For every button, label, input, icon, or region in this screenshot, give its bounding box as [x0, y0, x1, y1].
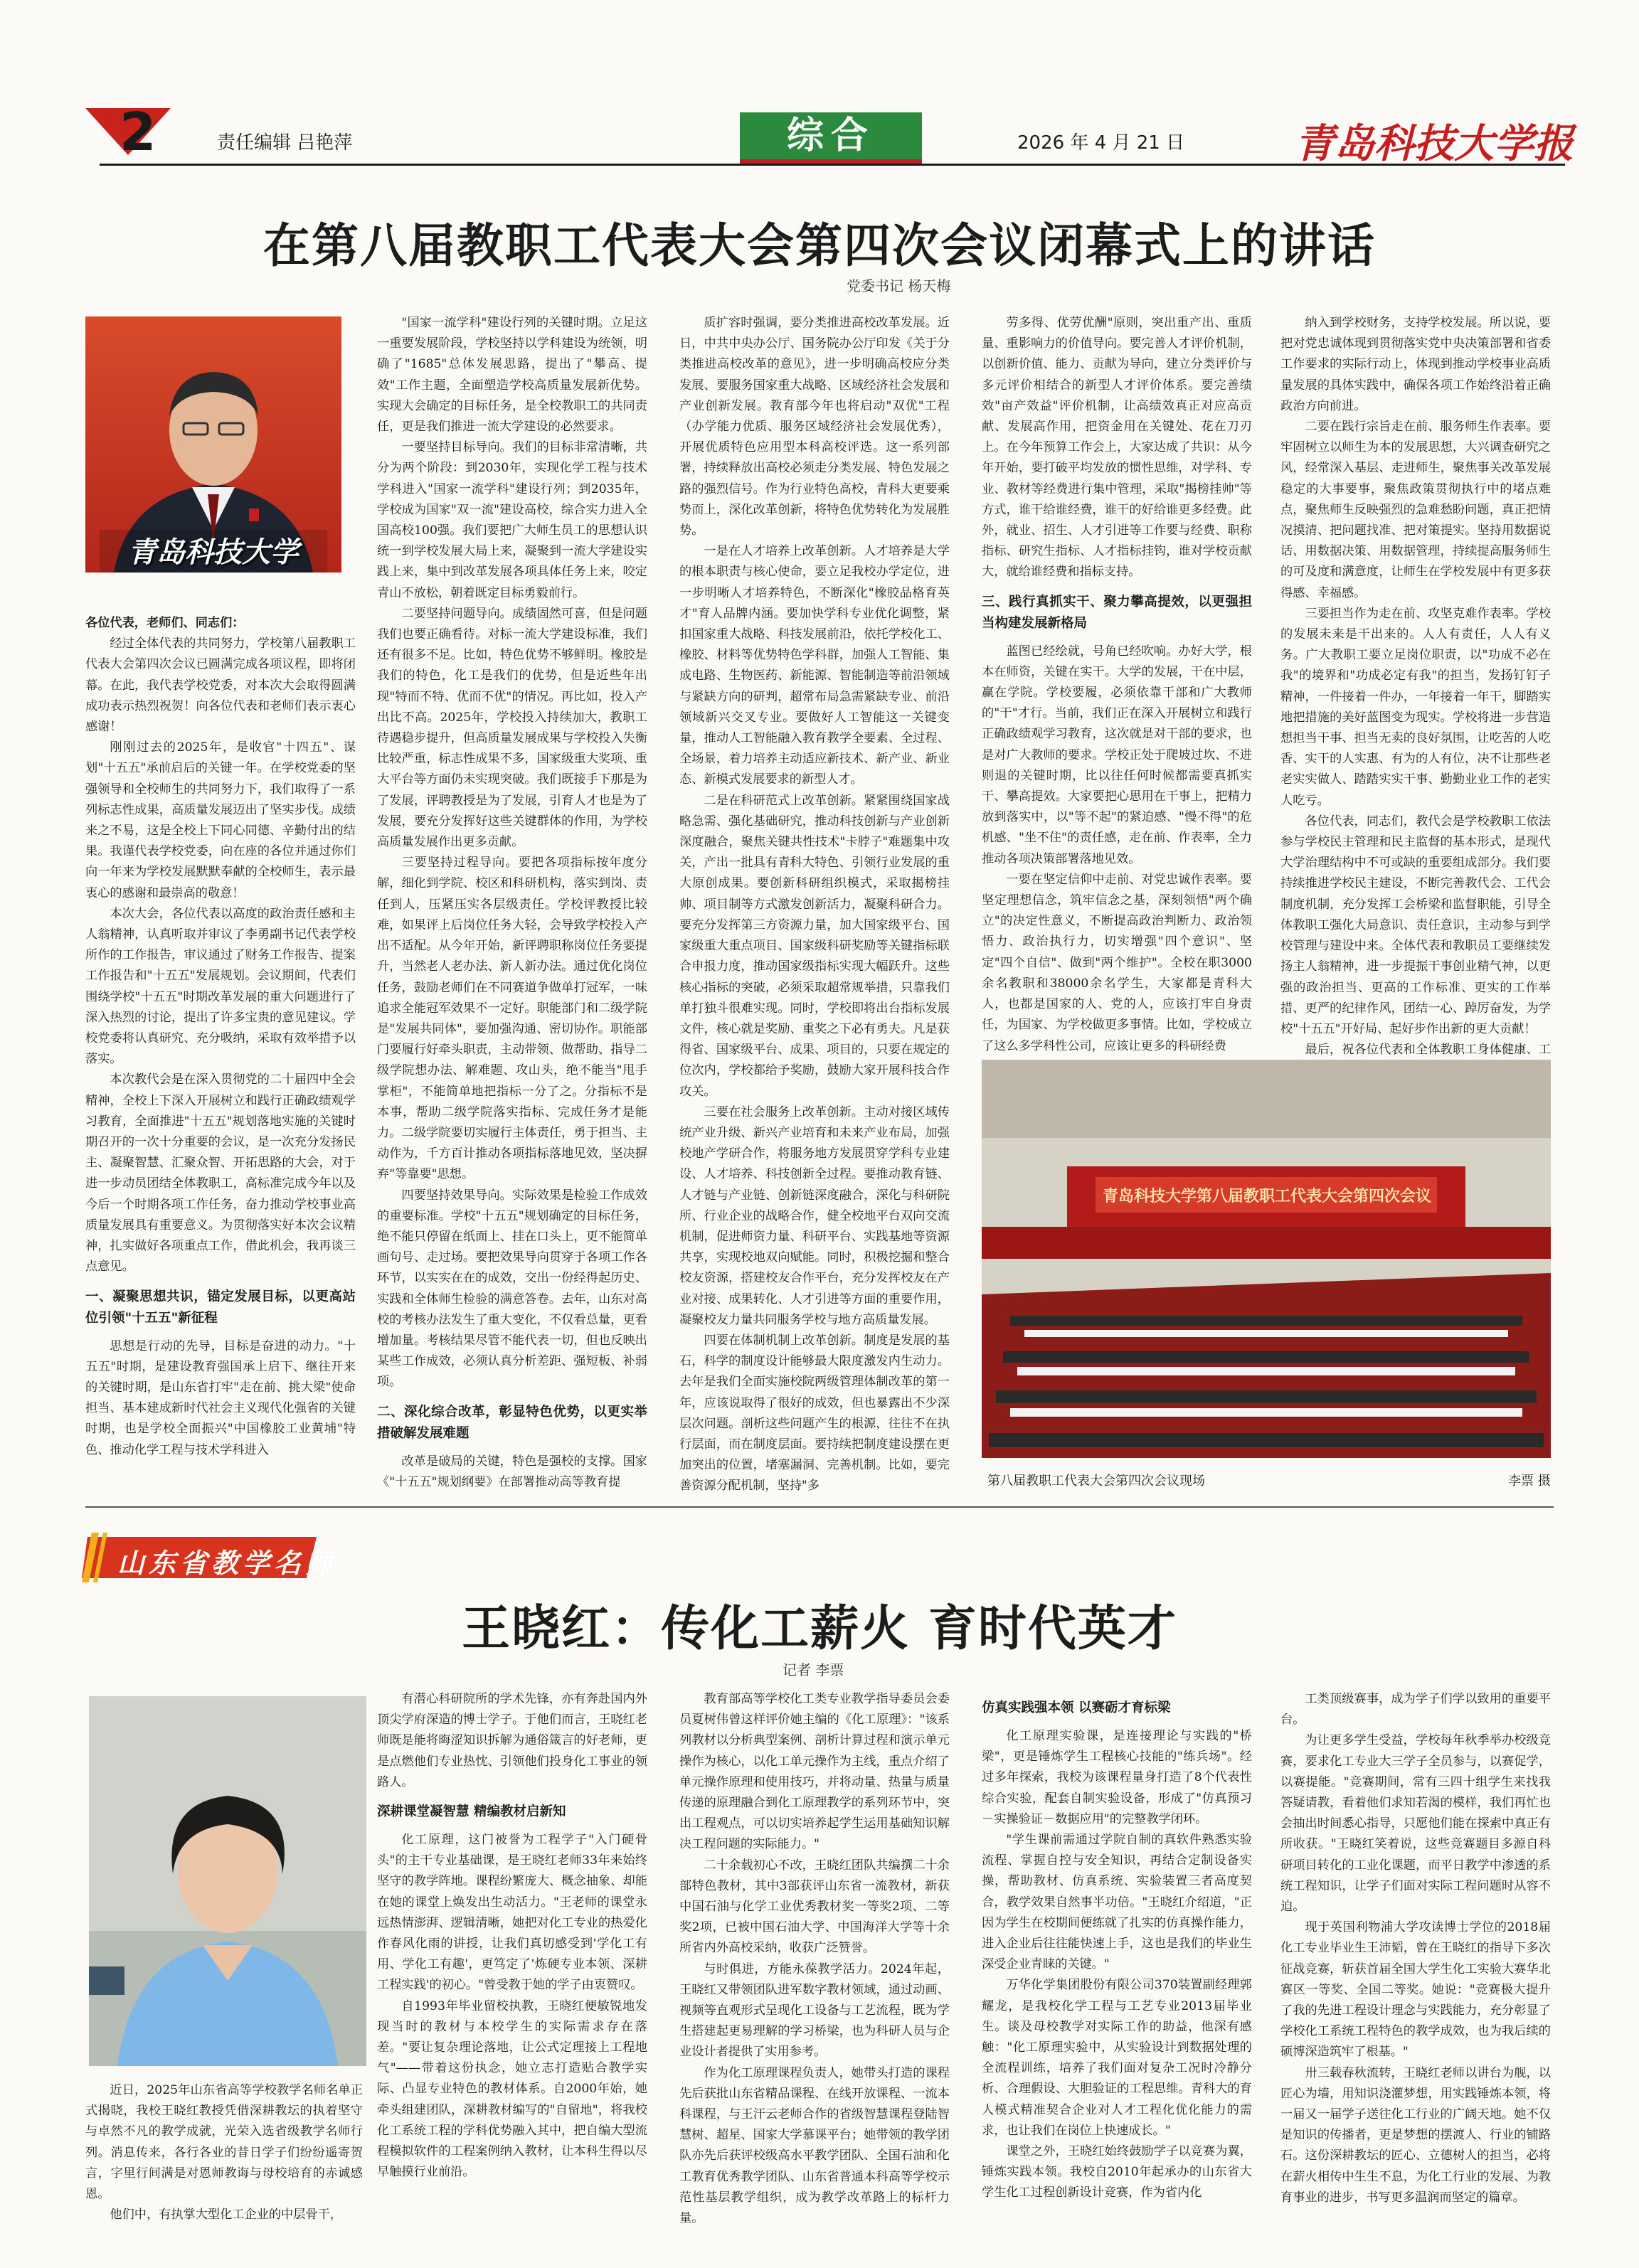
teacher-portrait	[89, 1696, 366, 2066]
section-heading: 二、深化综合改革，彰显特色优势，以更实举措破解发展难题	[377, 1404, 647, 1441]
body-paragraph: 各位代表，同志们，教代会是学校教职工依法参与学校民主管理和民主监督的基本形式，是现代大学治理结构中不可或缺的重要组成部分。我们要持续推进学校民主建设，不断完善教代会、工代会制度机制，充分发挥工会桥梁和监督职能，引导全体教职工强化大局意识、责任意识，主动参与到学校管理与建设中来。全体代表和教职员工要继续发扬主人翁精神，进一步提振干事创业精气神，以更强的政治担当、更高的工作标准、更实的工作举措、更严的纪律作风，团结一心、踔厉奋发，为学校"十五五"开好局、起好步作出新的更大贡献！	[1280, 814, 1551, 1036]
body-paragraph: 四要坚持效果导向。实际效果是检验工作成效的重要标准。学校"十五五"规划确定的目标任务，绝不能只停留在纸面上、挂在口头上，更不能简单画句号、走过场。要把效果导向贯穿于各项工作各环节，以实实在在的成效，交出一份经得起历史、实践和全体师生检验的满意答卷。去年，山东对高校的考核办法发生了重大变化，不仅看总量，更看增加量。考核结果尽管不能代表一切，但也反映出某些工作成效，必须认真分析差距、强短板、补弱项。	[377, 1188, 647, 1390]
body-paragraph: 纳入到学校财务，支持学校发展。所以说，要把对党忠诚体现到贯彻落实党中央决策部署和省委工作要求的实际行动上，体现到推动学校事业高质量发展的具体实践中，确保各项工作始终沿着正确政治方向前进。	[1280, 316, 1551, 413]
article1-column-5	[1280, 313, 1551, 1058]
body-paragraph: 刚刚过去的2025年，是收官"十四五"、谋划"十五五"承前启后的关键一年。在学校党委的坚强领导和全校师生的共同努力下，我们取得了一系列标志性成果，高质量发展迈出了坚实步伐。成绩来之不易，这是全校上下同心同德、辛勤付出的结果。我谨代表学校党委，向在座的各位并通过你们向一年来为学校发展默默奉献的全校师生，表示最衷心的感谢和最崇高的敬意！	[85, 740, 356, 900]
author-portrait	[85, 316, 341, 573]
body-paragraph: 本次大会，各位代表以高度的政治责任感和主人翁精神，认真听取并审议了李勇副书记代表学校所作的工作报告，审议通过了财务工作报告、提案工作报告和"十五五"发展规划。会议期间，代表们围绕学校"十五五"时期改革发展的重大问题进行了深入热烈的讨论，提出了许多宝贵的意见建议。学校党委将认真研究、充分吸纳，采取有效举措予以落实。	[85, 906, 356, 1067]
article-title: 王晓红：传化工薪火 育时代英才	[462, 1601, 1177, 1657]
photo-caption: 第八届教职工代表大会第四次会议现场	[987, 1474, 1205, 1489]
article2-column-1	[85, 2080, 363, 2258]
body-paragraph: 课堂之外，王晓红始终鼓励学子以竞赛为翼，锤炼实践本领。我校自2010年起承办的山东省大学生化工过程创新设计竞赛，作为省内化	[982, 2144, 1252, 2200]
section-heading: 三、践行真抓实干、聚力攀高提效，以更强担当构建发展新格局	[982, 594, 1252, 631]
body-paragraph: 他们中，有执掌大型化工企业的中层骨干，	[110, 2208, 342, 2222]
article1-column-2	[377, 313, 647, 1502]
body-paragraph: 质扩容时强调，要分类推进高校改革发展。近日，中共中央办公厅、国务院办公厅印发《关于分类推进高校改革的意见》，进一步明确高校应分类发展、要服务国家重大战略、区域经济社会发展和产业创新发展。教育部今年也将启动"双优"工程（办学能力优质、服务区域经济社会发展优秀），开展优质特色应用型本科高校评选。这一系列部署，持续释放出高校必须走分类发展、特色发展之路的强烈信号。作为行业特色高校，青科大更要乘势而上，深化改革创新，将特色优势转化为发展胜势。	[679, 316, 950, 538]
body-paragraph: 二要坚持问题导向。成绩固然可喜，但是问题我们也要正确看待。对标一流大学建设标准，我们还有很多不足。比如，特色优势不够鲜明。橡胶是我们的特色，化工是我们的优势，但是近些年出现"特而不特、优而不优"的情况。再比如，投入产出比不高。2025年，学校投入持续加大，教职工待遇稳步提升，但高质量发展成果与学校投入失衡比较严重，标志性成果不多，国家级重大奖项、重大平台等方面仍未实现突破。我们既接手下那是为了发展，评聘教授是为了发展，引育人才也是为了发展，要充分发挥好这些关键群体的作用，为学校高质量发展作出更多贡献。	[377, 606, 647, 850]
body-paragraph: 现于英国利物浦大学攻读博士学位的2018届化工专业毕业生王沛韬，曾在王晓红的指导下多次征战竞赛，斩获首届全国大学生化工实验大赛华北赛区一等奖、全国二等奖。她说："竞赛极大提升了我的先进工程设计理念与实践能力，充分彰显了学校化工系统工程特色的教学成效，也为我后续的硕博深造筑牢了根基。"	[1280, 1920, 1551, 2060]
section-label: 综合	[740, 112, 922, 164]
body-paragraph: "国家一流学科"建设行列的关键时期。立足这一重要发展阶段，学校坚持以学科建设为统领，明确了"1685"总体发展思路，提出了"攀高、提效"工作主题，全面塑造学校高质量发展新优势。实现大会确定的目标任务，是全校教职工的共同责任，更是我们推进一流大学建设的必然要求。	[377, 316, 647, 435]
responsible-editor: 责任编辑 吕艳萍	[217, 132, 353, 154]
body-paragraph: 蓝图已经绘就，号角已经吹响。办好大学，根本在师资，关键在实干。大学的发展，干在中层，赢在学院。学校要履，必须依靠干部和广大教师的"干"才行。当前，我们正在深入开展树立和践行正确政绩观学习教育，这次就是对干部的要求，也是对广大教师的要求。学校正处于爬坡过坎、不进则退的关键时期，比以往任何时候都需要真抓实干、攀高提效。大家要把心思用在干事上，把精力放到落实中，以"等不起"的紧迫感、"慢不得"的危机感、"坐不住"的责任感，走在前、作表率，全力推动各项决策部署落地见效。	[982, 644, 1252, 866]
body-paragraph: 改革是破局的关键，特色是强校的支撑。国家《"十五五"规划纲要》在部署推动高等教育提	[377, 1454, 647, 1489]
body-paragraph: 思想是行动的先导，目标是奋进的动力。"十五五"时期，是建设教育强国承上启下、继往开来的关键时期，是山东省打牢"走在前、挑大梁"使命担当、基本建成新时代社会主义现代化强省的关键时期，也是学校全面振兴"中国橡胶工业黄埔"特色、推动化学工程与技术学科进入	[85, 1338, 356, 1457]
column-banner-label: 山东省教学名师	[117, 1547, 337, 1579]
article2-column-2	[377, 1689, 647, 2258]
body-paragraph: 自1993年毕业留校执教，王晓红便敏锐地发现当时的教材与本校学生的实际需求存在落差。"要让复杂理论落地，让公式定理接上工程地气"——带着这份执念，她立志打造贴合教学实际、凸显专业特色的教材体系。自2000年始，她牵头组建团队，深耕教材编写的"自留地"，将我校化工系统工程的学科优势融入其中，把自编大型流程模拟软件的工程案例纳入教材，让本科生得以尽早触摸行业前沿。	[377, 1998, 647, 2180]
body-paragraph: 三要在社会服务上改革创新。主动对接区域传统产业升级、新兴产业培育和未来产业布局，加强校地产学研合作，将服务地方发展贯穿学科专业建设、人才培养、科技创新全过程。要推动教育链、人才链与产业链、创新链深度融合，深化与科研院所、行业企业的战略合作，健全校地平台双向交流机制，促进师资力量、科研平台、实践基地等资源共享，实现校地双向赋能。同时，积极挖掘和整合校友资源，搭建校友合作平台，充分发挥校友在产业对接、成果转化、人才引进等方面的重要作用，凝聚校友力量共同服务学校与地方高质量发展。	[679, 1104, 950, 1327]
body-paragraph: 近日，2025年山东省高等学校教学名师名单正式揭晓，我校王晓红教授凭借深耕教坛的执着坚守与卓然不凡的教学成就，光荣入选省级教学名师行列。消息传来，各行各业的昔日学子们纷纷遥寄贺言，字里行间满是对恩师教诲与母校培育的赤诚感恩。	[85, 2083, 363, 2202]
body-paragraph: 化工原理，这门被誉为工程学子"入门硬骨头"的主干专业基础课，是王晓红老师33年来始终坚守的教学阵地。课程纷繁庞大、概念抽象、却能在她的课堂上焕发出生动活力。"王老师的课堂永远热情澎湃、逻辑清晰，她把对化工专业的热爱化作春风化雨的讲授，让我们真切感受到'学化工有用、学化工有趣'，更笃定了'炼硬专业本领、深耕工程实践'的初心。"曾受教于她的学子由衷赞叹。	[377, 1833, 647, 1993]
body-paragraph: 一要坚持目标导向。我们的目标非常清晰，共分为两个阶段：到2030年，实现化学工程与技术学科进入"国家一流学科"建设行列；到2035年，学校成为国家"双一流"建设高校，综合实力进入全国高校100强。我们要把广大师生员工的思想认识统一到学校发展大局上来，凝聚到一流大学建设实践上来，集中到改革发展各项具体任务上来，咬定青山不放松，朝着既定目标勇毅前行。	[377, 440, 647, 600]
article1-column-4	[982, 313, 1252, 1053]
article-title: 在第八届教职工代表大会第四次会议闭幕式上的讲话	[263, 218, 1376, 273]
article2-column-4	[982, 1689, 1252, 2258]
section-heading: 一、凝聚思想共识，锚定发展目标，以更高站位引领"十五五"新征程	[85, 1289, 356, 1326]
newspaper-masthead: 青岛科技大学报	[1295, 120, 1574, 167]
body-paragraph: 与时俱进，方能永葆教学活力。2024年起，王晓红又带领团队进军数字教材领域，通过动画、视频等直观形式呈现化工设备与工艺流程，既为学生搭建起更易理解的学习桥梁，也为科研人员与企业设计者提供了实用参考。	[679, 1961, 950, 2060]
body-paragraph: 经过全体代表的共同努力，学校第八届教职工代表大会第四次会议已圆满完成各项议程，即将闭幕。在此，我代表学校党委，对本次大会取得圆满成功表示热烈祝贺！向各位代表和老师们表示衷心感谢！	[85, 637, 356, 735]
body-paragraph: 有潜心科研院所的学术先锋，亦有奔赴国内外顶尖学府深造的博士学子。于他们而言，王晓红老师既是能将晦涩知识拆解为通俗箴言的好老师，更是点燃他们专业热忱、引领他们投身化工事业的领路人。	[377, 1692, 647, 1789]
article-byline: 党委书记 杨天梅	[847, 277, 951, 294]
body-paragraph: 三要坚持过程导向。要把各项指标按年度分解，细化到学院、校区和科研机构，落实到岗、责任到人，压紧压实各层级责任。学校评教授比较难，如果评上后岗位任务大轻，会导致学校投入产出不适配。从今年开始，新评聘职称岗位任务要提升，当然老人老办法、新人新办法。通过优化岗位任务，鼓励老师们在不同赛道争做单打冠军，一味追求全能冠军效果不一定好。职能部门和二级学院是"发展共同体"，要加强沟通、密切协作。职能部门要履行好牵头职责，主动带领、做帮助、指导二级学院想办法、解难题、攻山头，绝不能当"甩手掌柜"，不能简单地把指标一分了之。分指标不是本事，帮助二级学院落实指标、完成任务才是能力。二级学院要切实履行主体责任，勇于担当、主动作为，千方百计推动各项指标落地见效，坚决摒弃"等靠要"思想。	[377, 856, 647, 1182]
column-banner	[82, 1533, 337, 1582]
body-paragraph: 卅三载春秋流转，王晓红老师以讲台为舰，以匠心为墙，用知识浇灌梦想，用实践锤炼本领，将一届又一届学子送往化工行业的广阔天地。她不仅是知识的传播者，更是梦想的摆渡人、行业的铺路石。这份深耕教坛的匠心、立德树人的担当，必将在薪火相传中生生不息，为化工行业的发展、为教育事业的进步，书写更多温润而坚定的篇章。	[1280, 2065, 1551, 2205]
body-paragraph: 一是在人才培养上改革创新。人才培养是大学的根本职责与核心使命，要立足我校办学定位，进一步明晰人才培养特色，不断深化"橡胶品格育英才"育人品牌内涵。要加快学科专业优化调整，紧扣国家重大战略、科技发展前沿，依托学校化工、橡胶、材料等优势特色学科群，加强人工智能、集成电路、生物医药、新能源、智能制造等前沿领域与紧缺方向的研判，超常布局急需紧缺专业、前沿领域新兴交叉专业。要做好人工智能这一关键变量，推动人工智能融入教育教学全要素、全过程、全场景，着力培养主动适应新技术、新产业、新业态、新模式发展要求的新型人才。	[679, 544, 950, 787]
body-paragraph: 为让更多学生受益，学校每年秋季举办校级竞赛，要求化工专业大三学子全员参与，以赛促学，以赛提能。"竞赛期间，常有三四十组学生来找我答疑请教，看着他们求知若渴的模样，我们再忙也会抽出时间悉心指导，只愿他们能在探索中真正有所收获。"王晓红笑着说，这些竞赛题目多源自科研项目转化的工业化课题，而平日教学中渗透的系统工程知识，让学子们面对实际工程问题时从容不迫。	[1280, 1733, 1551, 1915]
article2-column-3	[679, 1689, 950, 2258]
body-paragraph: 各位代表，老师们、同志们：	[85, 616, 245, 630]
body-paragraph: 化工原理实验课，是连接理论与实践的"桥梁"，更是锤炼学生工程核心技能的"练兵场"。经过多年探索，我校为该课程量身打造了8个代表性综合实验，配套自制实验设备，形成了"仿真预习－实操验证－数据应用"的完整教学闭环。	[982, 1729, 1252, 1826]
body-paragraph: 一要在坚定信仰中走前、对党忠诚作表率。要坚定理想信念，筑牢信念之基，深刻领悟"两个确立"的决定性意义，不断提高政治判断力、政治领悟力、政治执行力，切实增强"四个意识"、坚定"四个自信"、做到"两个维护"。全校在职3000余名教职和38000余名学生，大家都是青科大人，也都是国家的人、党的人，应该打牢自身责任，为国家、为学校做更多事情。比如，学校成立了这么多学科性公司，应该让更多的科研经费	[982, 872, 1252, 1053]
body-paragraph: 万华化学集团股份有限公司370装置副经理郭耀龙，是我校化学工程与工艺专业2013届毕业生。谈及母校教学对实际工作的助益，他深有感触："化工原理实验中，从实验设计到数据处理的全流程训练，培养了我们面对复杂工况时冷静分析、合理假设、大胆验证的工程思维。青科大的育人模式精准契合企业对人才工程化优化能力的需求，也让我们在岗位上快速成长。"	[982, 1978, 1252, 2138]
body-paragraph: 劳多得、优劳优酬"原则，突出重产出、重质量、重影响力的价值导向。要完善人才评价机制，以创新价值、能力、贡献为导向，建立分类评价与多元评价相结合的新型人才评价体系。要完善绩效"亩产效益"评价机制，让高绩效真正对应高贡献、发展高作用，把资金用在关键处、花在刀刃上。在今年预算工作会上，大家达成了共识：从今年开始，要打破平均发放的惯性思维，对学科、专业、教材等经费进行集中管理，采取"揭榜挂帅"等方式，谁干给谁经费，谁干的好给谁更多经费。此外，就业、招生、人才引进等工作要与经费、职称指标、研究生指标、人才指标挂钩，谁对学校贡献大，就给谁经费和指标支持。	[982, 316, 1252, 580]
body-paragraph: 教育部高等学校化工类专业教学指导委员会委员夏树伟曾这样评价她主编的《化工原理》："该系列教材以分析典型案例、剖析计算过程和演示单元操作为核心，以化工单元操作为主线，重点介绍了单元操作原理和使用技巧，并将动量、热量与质量传递的原理融合到化工原理教学的系列环节中，突出工程观点，可以切实培养起学生运用基础知识解决工程问题的实际能力。"	[679, 1692, 950, 1852]
section-heading: 仿真实践强本领 以赛砺才育标梁	[982, 1700, 1171, 1715]
article-byline: 记者 李票	[783, 1661, 844, 1678]
article2-column-5	[1280, 1689, 1551, 2258]
body-paragraph: 工类顶级赛事，成为学子们学以致用的重要平台。	[1280, 1692, 1551, 1727]
body-paragraph: 最后，祝各位代表和全体教职工身体健康、工	[1305, 1043, 1551, 1058]
body-paragraph: "学生课前需通过学院自制的真软件熟悉实验流程、掌握自控与安全知识，再结合定制设备实操，帮助教材、仿真系统、实验装置三者高度契合，教学效果自然事半功倍。"王晓红介绍道，"正因为学生在校期间便练就了扎实的仿真操作能力，进入企业后往往能快速上手，这也是我们的毕业生深受企业青睐的关键。"	[982, 1833, 1252, 1972]
meeting-photo	[982, 1060, 1551, 1458]
body-paragraph: 本次教代会是在深入贯彻党的二十届四中全会精神，全校上下深入开展树立和践行正确政绩观学习教育，全面推进"十五五"规划落地实施的关键时期召开的一次十分重要的会议，是一次充分发扬民主、凝聚智慧、汇聚众智、开拓思路的大会，对于进一步动员团结全体教职工，高标准完成今年以及今后一个时期各项工作任务，奋力推动学校事业高质量发展具有重要意义。为贯彻落实好本次会议精神，扎实做好各项重点工作，借此机会，我再谈三点意见。	[85, 1072, 356, 1274]
body-paragraph: 二十余载初心不改，王晓红团队共编撰二十余部特色教材，其中3部获评山东省一流教材，新获中国石油与化学工业优秀教材奖一等奖2项、二等奖2项，已被中国石油大学、中国海洋大学等十余所省内外高校采纳，收获广泛赞誉。	[679, 1858, 950, 1956]
body-paragraph: 二要在践行宗旨走在前、服务师生作表率。要牢固树立以师生为本的发展思想，大兴调查研究之风，经常深入基层、走进师生，聚焦事关改革发展稳定的大事要事，聚焦政策贯彻执行中的堵点难点，聚焦师生反映强烈的急难愁盼问题，真正把情况摸清、把问题找准、把对策提实。坚持用数据说话、用数据决策、用数据管理，持续提高服务师生的可及度和满意度，让师生在学校发展中有更多获得感、幸福感。	[1280, 420, 1551, 600]
page-number: 2	[120, 102, 157, 163]
section-divider	[85, 1506, 1554, 1508]
issue-date: 2026 年 4 月 21 日	[1017, 132, 1185, 154]
body-paragraph: 三要担当作为走在前、攻坚克难作表率。学校的发展未来是干出来的。人人有责任，人人有义务。广大教职工要立足岗位职责，以"功成不必在我"的境界和"功成必定有我"的担当，发扬钉钉子精神，一件接着一件办，一年接着一年干，脚踏实地把措施的美好蓝图变为现实。学校将进一步营造想担当干事、担当无卖的良好氛围，让吃苦的人吃香、实干的人实惠、有为的人有位，决不让那些老老实实做人、踏踏实实干事、勤勤业业工作的老实人吃亏。	[1280, 606, 1551, 808]
photo-credit: 李票 摄	[1508, 1474, 1551, 1489]
body-paragraph: 作为化工原理课程负责人，她带头打造的课程先后获批山东省精品课程、在线开放课程、一流本科课程，与王汗云老师合作的省级智慧课程登陆智慧树、超星、国家大学慕课平台；她带领的教学团队亦先后获评校级高水平教学团队、全国石油和化工教育优秀教学团队、山东省普通本科高等学校示范性基层教学组织，成为教学改革路上的标杆力量。	[679, 2065, 950, 2226]
article1-column-3	[679, 313, 950, 1502]
article1-column-1	[85, 613, 356, 1502]
portrait-caption: 青岛科技大学	[128, 536, 299, 569]
body-paragraph: 二是在科研范式上改革创新。紧紧围绕国家战略急需、强化基础研究，推动科技创新与产业创新深度融合，聚焦关键共性技术"卡脖子"难题集中攻关，产出一批具有青科大特色、引领行业发展的重大原创成果。要创新科研组织模式，采取揭榜挂帅、项目制等方式激发创新活力，凝聚科研合力。要充分发挥第三方资源力量，加大国家级平台、国家级重大重点项目、国家级科研奖励等关键指标联合申报力度，推动国家级指标实现大幅跃升。这些核心指标的突破，必须采取超常规举措，只靠我们单打独斗很难实现。同时，学校即将出台指标发展文件，核心就是奖励、重奖之下必有勇夫。凡是获得省、国家级平台、成果、项目的，只要在规定的位次内，学校都给予奖励，鼓励大家开展科技合作攻关。	[679, 793, 950, 1099]
body-paragraph: 四要在体制机制上改革创新。制度是发展的基石，科学的制度设计能够最大限度激发内生动力。去年是我们全面实施校院两级管理体制改革的第一年，应该说取得了很好的成效，但也暴露出不少深层次问题。剖析这些问题产生的根源，往往不在执行层面，而在制度层面。要持续把制度建设摆在更加突出的位置，堵塞漏洞、完善机制。比如，要完善资源分配机制，坚持"多	[679, 1333, 950, 1494]
section-heading: 深耕课堂凝智慧 精编教材启新知	[377, 1804, 566, 1820]
photo-stage-banner: 青岛科技大学第八届教职工代表大会第四次会议	[1103, 1188, 1432, 1205]
